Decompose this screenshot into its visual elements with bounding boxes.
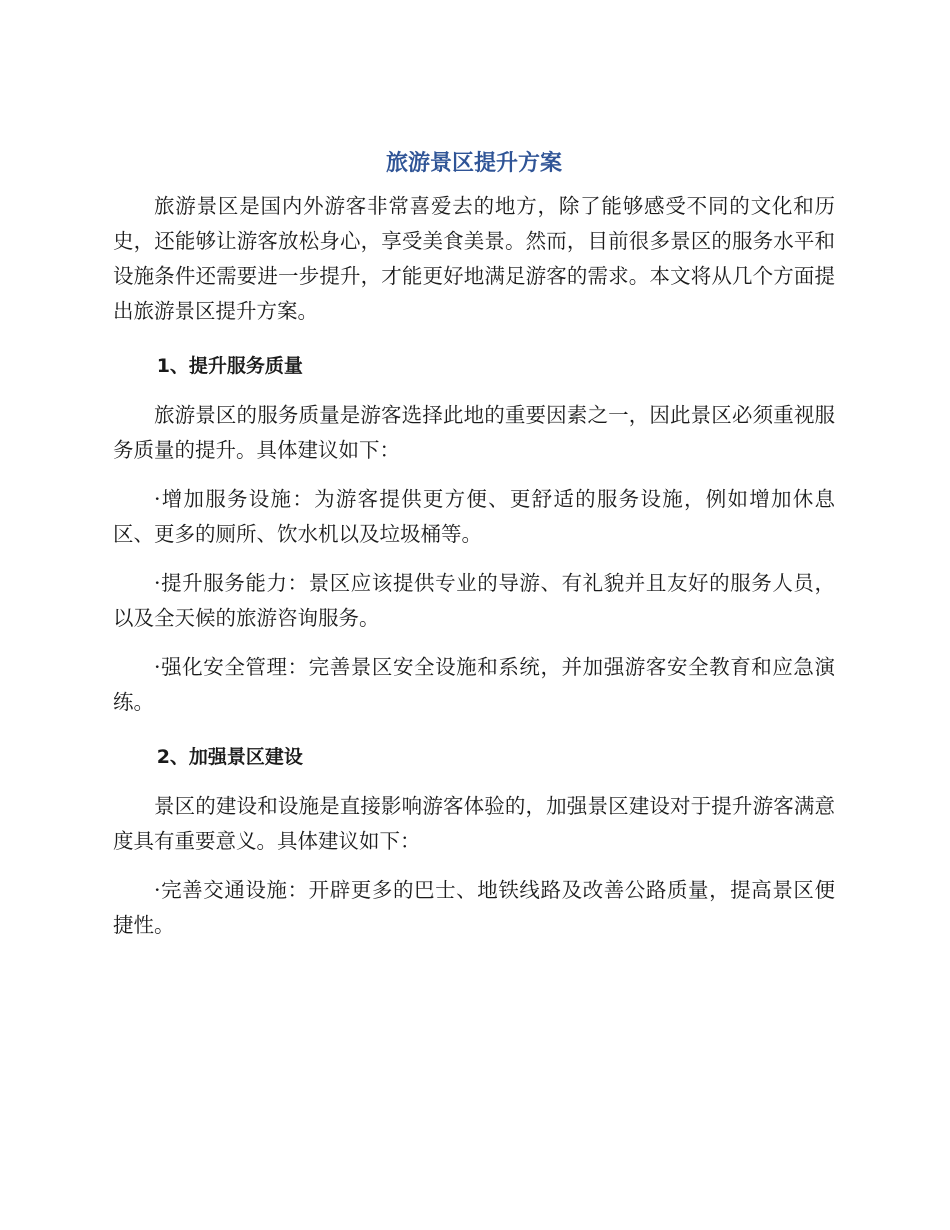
section-1-item-1: ·增加服务设施：为游客提供更方便、更舒适的服务设施，例如增加休息区、更多的厕所、饮水机以及垃圾桶等。 bbox=[113, 487, 835, 546]
section-2-lead: 景区的建设和设施是直接影响游客体验的，加强景区建设对于提升游客满意度具有重要意义。具体建议如下： bbox=[113, 794, 835, 853]
section-1-item-2: ·提升服务能力：景区应该提供专业的导游、有礼貌并且友好的服务人员，以及全天候的旅游咨询服务。 bbox=[113, 571, 835, 630]
section-1-item-3: ·强化安全管理：完善景区安全设施和系统，并加强游客安全教育和应急演练。 bbox=[113, 655, 835, 714]
intro-paragraph: 旅游景区是国内外游客非常喜爱去的地方，除了能够感受不同的文化和历史，还能够让游客放松身心，享受美食美景。然而，目前很多景区的服务水平和设施条件还需要进一步提升，才能更好地满足游客的需求。本文将从几个方面提出旅游景区提升方案。 bbox=[113, 194, 835, 323]
document-body bbox=[113, 148, 835, 943]
document-title: 旅游景区提升方案 bbox=[385, 151, 562, 176]
section-1-lead: 旅游景区的服务质量是游客选择此地的重要因素之一，因此景区必须重视服务质量的提升。具体建议如下： bbox=[113, 403, 835, 462]
section-2-item-1: ·完善交通设施：开辟更多的巴士、地铁线路及改善公路质量，提高景区便捷性。 bbox=[113, 878, 835, 937]
section-2-heading: 2、加强景区建设 bbox=[156, 746, 303, 768]
section-1-heading: 1、提升服务质量 bbox=[156, 355, 303, 377]
